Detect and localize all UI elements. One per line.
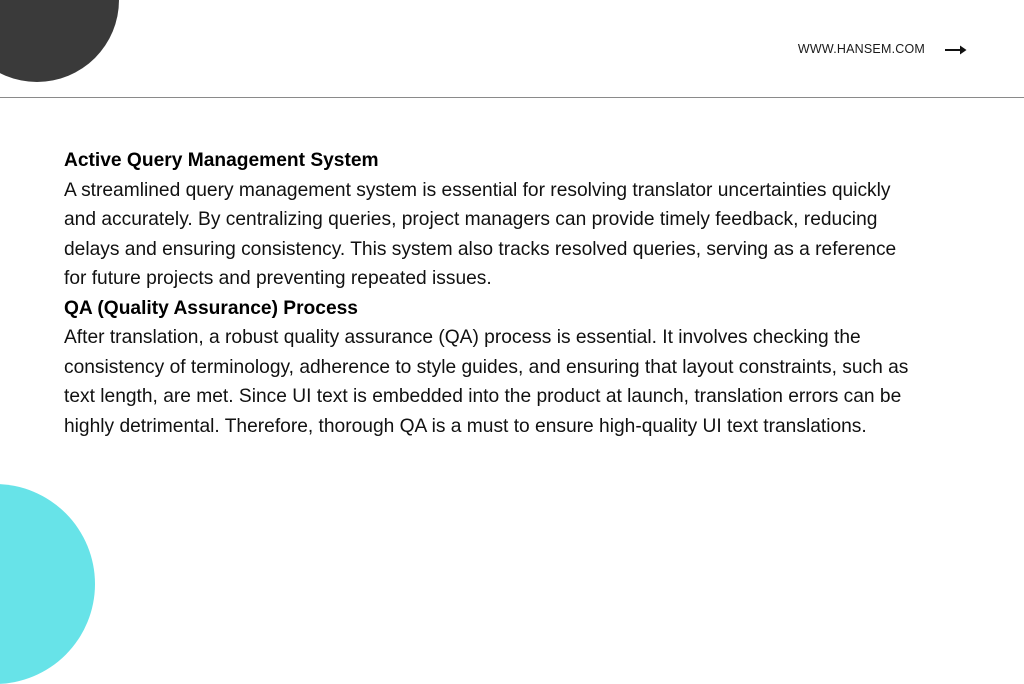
header-divider	[0, 97, 1024, 98]
decorative-dark-circle	[0, 0, 119, 82]
website-link[interactable]: WWW.HANSEM.COM	[797, 42, 925, 56]
content-area	[64, 146, 914, 441]
section-title-qa-process: QA (Quality Assurance) Process	[64, 297, 358, 319]
section-title-query-management: Active Query Management System	[64, 150, 379, 171]
decorative-teal-circle	[0, 484, 95, 684]
section-body-qa-process: After translation, a robust quality assurance (QA) process is essential. It involves checking the consistency of terminology, adherence to style guides, and ensuring that layout constraints, such as text length, are met. Since UI text is embedded into the product at launch, translation errors can be highly detrimental. Therefore, thorough QA is a must to ensure high-quality UI text translations.	[64, 327, 909, 437]
section-body-query-management: A streamlined query management system is essential for resolving translator uncertainties quickly and accurately. By centralizing queries, project managers can provide timely feedback, reducing delays and ensuring consistency. This system also tracks resolved queries, serving as a reference for future projects and preventing repeated issues.	[64, 179, 897, 289]
arrow-right-icon[interactable]	[945, 44, 967, 56]
